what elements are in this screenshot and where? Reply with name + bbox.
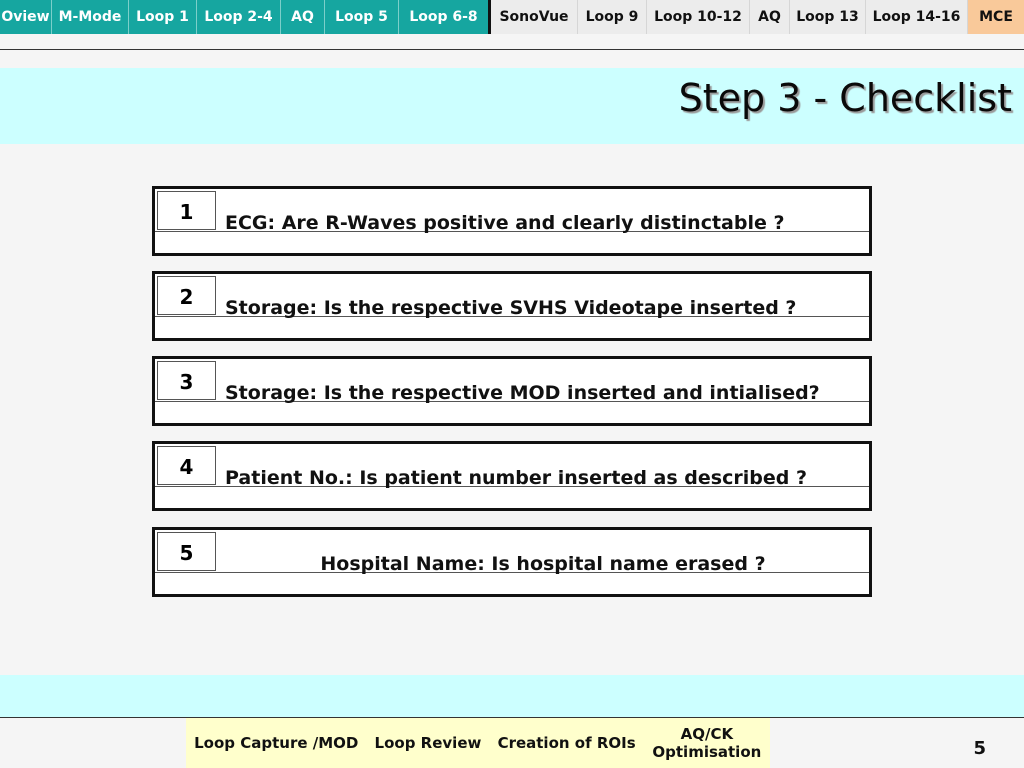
nav-tab-loop-10-12[interactable]: Loop 10-12 (647, 0, 750, 34)
footer-link-loop-capture[interactable]: Loop Capture /MOD (194, 734, 359, 752)
checklist-item-number: 5 (157, 532, 216, 571)
nav-tab-aq[interactable]: AQ (281, 0, 325, 34)
checklist-item-text: ECG: Are R-Waves positive and clearly distinctable ? (225, 212, 785, 234)
nav-tab-oview[interactable]: Oview (0, 0, 52, 34)
nav-tab-loop-13[interactable]: Loop 13 (790, 0, 866, 34)
nav-tab-loop-1[interactable]: Loop 1 (129, 0, 197, 34)
checklist-item (152, 186, 872, 256)
nav-tab-loop-9[interactable]: Loop 9 (578, 0, 647, 34)
checklist-item-text: Patient No.: Is patient number inserted as described ? (225, 467, 807, 489)
nav-tab-loop-5[interactable]: Loop 5 (325, 0, 399, 34)
nav-bar-left (0, 0, 488, 34)
checklist-item-number: 3 (157, 361, 216, 400)
footer-link-aq-ck-optimisation[interactable]: AQ/CK Optimisation (652, 725, 762, 761)
title-band (0, 68, 1024, 144)
checklist-item (152, 441, 872, 511)
checklist-item (152, 271, 872, 341)
footer-nav (186, 718, 770, 768)
nav-tab-m-mode[interactable]: M-Mode (52, 0, 129, 34)
nav-tab-mce[interactable]: MCE (968, 0, 1024, 34)
checklist-item-text: Hospital Name: Is hospital name erased ? (320, 553, 766, 575)
checklist-item (152, 527, 872, 597)
checklist-item-number: 1 (157, 191, 216, 230)
checklist-item-text: Storage: Is the respective SVHS Videotape inserted ? (225, 297, 797, 319)
header-rule (0, 49, 1024, 50)
checklist-item-number: 4 (157, 446, 216, 485)
bottom-band (0, 675, 1024, 717)
nav-tab-aq-2[interactable]: AQ (750, 0, 790, 34)
nav-tab-loop-6-8[interactable]: Loop 6-8 (409, 9, 478, 25)
checklist-item (152, 356, 872, 426)
nav-tab-sonovue[interactable]: SonoVue (491, 0, 578, 34)
checklist-item-text: Storage: Is the respective MOD inserted and intialised? (225, 382, 820, 404)
footer-link-creation-of-rois[interactable]: Creation of ROIs (497, 734, 636, 752)
footer-link-loop-review[interactable]: Loop Review (374, 734, 482, 752)
page-number: 5 (973, 738, 986, 759)
nav-tab-loop-2-4[interactable]: Loop 2-4 (197, 0, 281, 34)
nav-bar-right (491, 0, 1024, 34)
checklist-item-number: 2 (157, 276, 216, 315)
page-title: Step 3 - Checklist (678, 76, 1012, 120)
nav-tab-loop-14-16[interactable]: Loop 14-16 (866, 0, 968, 34)
